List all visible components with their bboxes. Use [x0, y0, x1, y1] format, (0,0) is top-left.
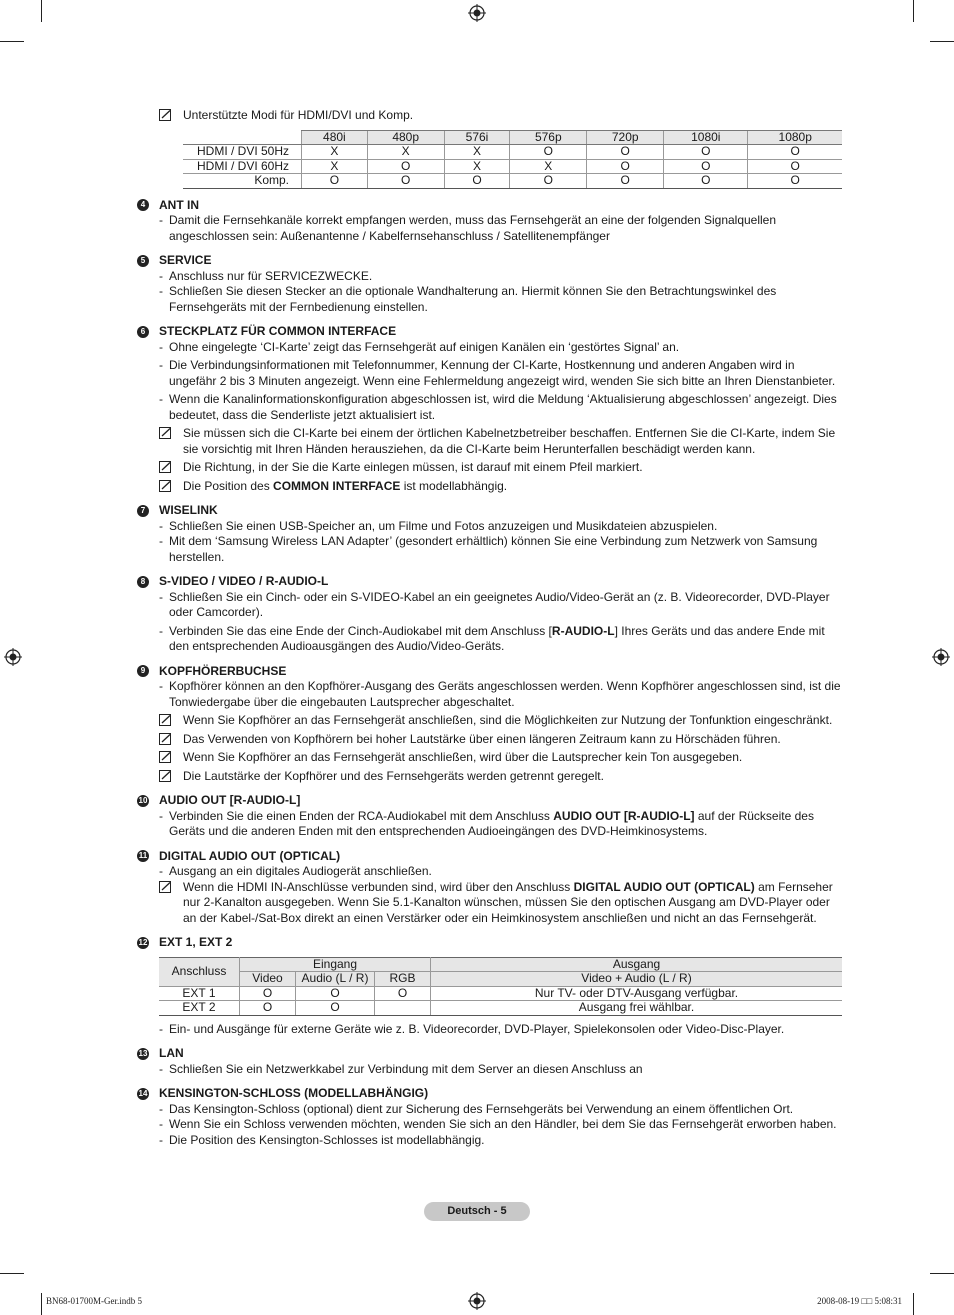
item-text	[169, 340, 679, 356]
modes-table-header	[183, 130, 842, 145]
dash-item: - Verbinden Sie die einen Enden der RCA-Audiokabel mit dem Anschluss AUDIO OUT [R-AUDIO-L] auf der Rückseite des Geräts und die anderen Enden mit den entsprechenden Audioeingängen des DVD-Heimkinosystems.	[159, 809, 842, 840]
table-cell: O	[367, 159, 444, 174]
ext-header-anschluss: Anschluss	[159, 957, 240, 986]
section-title: WISELINK	[159, 503, 218, 517]
table-cell: O	[748, 174, 842, 189]
table-row	[183, 145, 842, 160]
note-icon	[159, 427, 173, 440]
section	[137, 664, 842, 785]
section-heading	[137, 574, 842, 590]
dash-item: - Schließen Sie diesen Stecker an die optionale Wandhalterung an. Hiermit können Sie den Betrachtungswinkel des Fernsehgeräts mit der Fernbedienung einstellen.	[159, 284, 842, 315]
table-row	[159, 1001, 842, 1016]
text-run: Anschluss nur für SERVICEZWECKE.	[169, 268, 373, 283]
text-run: Wenn die Kanalinformationskonfiguration abgeschlossen ist, wird die Meldung ‘Aktualisierung abgeschlossen’ angezeigt. Dies bedeutet, dass die Senderliste jetzt aktualisiert ist.	[169, 392, 837, 422]
text-run: Die Richtung, in der Sie die Karte einlegen müssen, ist darauf mit einem Pfeil markiert.	[183, 460, 643, 474]
section-number: 5	[137, 255, 149, 267]
section-number: 4	[137, 199, 149, 211]
section	[137, 324, 842, 494]
dash-item: - Schließen Sie einen USB-Speicher an, um Filme und Fotos anzuzeigen und Musikdateien abzuspielen.	[159, 518, 718, 533]
table-cell: X	[367, 145, 444, 160]
text-run: Schließen Sie ein Cinch- oder ein S-VIDEO-Kabel an ein geeignetes Audio/Video-Gerät an (z. B. Videorecorder, DVD-Player oder Camcorder).	[169, 589, 830, 619]
table-cell: O	[587, 159, 664, 174]
section-heading	[137, 253, 842, 269]
text-run: Schließen Sie diesen Stecker an die optionale Wandhalterung an. Hiermit können Sie den Betrachtungswinkel des Fernsehgeräts mit der Fernbedienung einstellen.	[169, 284, 777, 314]
text-run: Sie müssen sich die CI-Karte bei einem der örtlichen Kabelnetzbetreiber beschaffen. Entfernen Sie die CI-Karte, indem Sie sie vorsichtig mit Ihren Händen herausziehen, da die CI-Karte beim Herunterfallen beschädigt werden kann.	[183, 426, 836, 456]
imprint-left: BN68-01700M-Ger.indb 5	[46, 1296, 142, 1306]
dash-item: - Ohne eingelegte ‘CI-Karte’ zeigt das Fernsehgerät auf einigen Kanälen ein ‘gestörtes Signal’ an.	[159, 339, 680, 354]
section-heading	[137, 324, 842, 340]
section-title: SERVICE	[159, 253, 212, 267]
crop-mark	[930, 1273, 954, 1274]
text-run: Das Kensington-Schloss (optional) dient zur Sicherung des Fernsehgeräts bei Verwendung an einem öffentlichen Ort.	[169, 1101, 794, 1116]
output-cell: Ausgang frei wählbar.	[431, 1001, 843, 1016]
item-text	[169, 809, 842, 840]
text-run: Die Position des	[183, 478, 274, 493]
section-title: DIGITAL AUDIO OUT (OPTICAL)	[159, 848, 341, 863]
note-icon	[159, 733, 173, 746]
modes-header-cell: 480i	[302, 130, 368, 145]
dash-item: - Schließen Sie ein Cinch- oder ein S-VIDEO-Kabel an ein geeignetes Audio/Video-Gerät an (z. B. Videorecorder, DVD-Player oder Camcorder).	[159, 590, 842, 621]
text-run: Schließen Sie ein Netzwerkkabel zur Verbindung mit dem Server an diesen Anschluss an	[169, 1061, 643, 1076]
dash-item: - Schließen Sie ein Netzwerkkabel zur Verbindung mit dem Server an diesen Anschluss an	[159, 1061, 643, 1076]
table-cell: O	[240, 1001, 296, 1016]
section-number: 7	[137, 505, 149, 517]
note-item	[159, 880, 842, 927]
section-heading	[137, 198, 842, 214]
sections	[137, 198, 842, 927]
item-text	[169, 1133, 485, 1149]
registration-mark-icon	[932, 648, 950, 666]
section	[137, 1086, 842, 1148]
table-row	[183, 159, 842, 174]
dash-item: - Verbinden Sie das eine Ende der Cinch-Audiokabel mit dem Anschluss [R-AUDIO-L] Ihres Geräts und das andere Ende mit den entsprechenden Audioausgängen des Audio/Video-Geräts.	[159, 624, 842, 655]
section-heading	[137, 664, 842, 680]
crop-mark	[0, 1273, 24, 1274]
item-text	[183, 479, 507, 495]
item-text	[169, 213, 842, 244]
section-title: LAN	[159, 1046, 184, 1060]
item-text	[169, 624, 842, 655]
item-text	[169, 392, 842, 423]
section-heading	[137, 1086, 842, 1102]
crop-mark	[41, 1293, 42, 1315]
text-run: Damit die Fernsehkanäle korrekt empfangen werden, muss das Fernsehgerät an eine der folgenden Signalquellen angeschlossen sein: Außenantenne / Kabelfernsehanschluss / Satellitenempfänger	[169, 213, 777, 243]
note-item	[159, 479, 842, 495]
section-heading	[137, 935, 842, 951]
item-text	[169, 519, 717, 535]
text-run: Verbinden Sie das eine Ende der Cinch-Audiokabel mit dem Anschluss [	[169, 623, 552, 638]
ext-table-body	[159, 986, 842, 1015]
note-item	[159, 750, 842, 766]
table-cell: X	[510, 159, 587, 174]
table-cell: O	[587, 174, 664, 189]
text-run: Wenn Sie Kopfhörer an das Fernsehgerät anschließen, wird über die Lautsprecher kein Ton ausgegeben.	[183, 750, 743, 764]
table-row	[159, 986, 842, 1001]
ext-table	[159, 957, 842, 1016]
section	[137, 198, 842, 245]
table-cell: O	[510, 145, 587, 160]
item-text	[169, 1117, 837, 1133]
section	[137, 253, 842, 315]
note-item	[159, 460, 842, 476]
text-run: Wenn Sie Kopfhörer an das Fernsehgerät anschließen, sind die Möglichkeiten zur Nutzung der Tonfunktion eingeschränkt.	[183, 713, 833, 727]
section-title: KENSINGTON-SCHLOSS (MODELLABHÄNGIG)	[159, 1086, 429, 1100]
modes-table	[183, 130, 842, 189]
note-item	[159, 713, 842, 729]
dash-item: - Die Verbindungsinformationen mit Telefonnummer, Kennung der CI-Karte, Hostkennung und anderen Angaben wird in ungefähr 2 bis 3 Minuten angezeigt. Wenn eine Fehlermeldung angezeigt wird, wenden Sie sich bitte an Ihren Dienstanbieter.	[159, 358, 842, 389]
imprint-right: 2008-08-19 □□ 5:08:31	[817, 1296, 902, 1306]
table-cell: O	[375, 986, 431, 1001]
item-text	[183, 769, 604, 785]
item-text	[183, 732, 781, 748]
table-cell: O	[748, 159, 842, 174]
note-item	[159, 426, 842, 457]
page-footer: Deutsch - 5	[424, 1202, 530, 1221]
text-run: ist modellabhängig.	[400, 478, 508, 493]
section-title: AUDIO OUT [R-AUDIO-L]	[159, 793, 301, 807]
modes-header-cell: 1080i	[664, 130, 748, 145]
row-label: Komp.	[183, 174, 302, 189]
section-number: 13	[138, 1048, 148, 1058]
ext-sub-rgb: RGB	[375, 972, 431, 987]
dash-item: - Damit die Fernsehkanäle korrekt empfangen werden, muss das Fernsehgerät an eine der folgenden Signalquellen angeschlossen sein: Außenantenne / Kabelfernsehanschluss / Satellitenempfänger	[159, 213, 842, 244]
table-row	[183, 174, 842, 189]
item-text	[183, 750, 742, 766]
page-content	[137, 108, 842, 1148]
ext-sub-audio: Audio (L / R)	[296, 972, 375, 987]
table-cell: O	[587, 145, 664, 160]
section-title: KOPFHÖRERBUCHSE	[159, 663, 287, 678]
row-label: EXT 1	[159, 986, 240, 1001]
bold-term: R-AUDIO-L	[551, 623, 615, 638]
dash-item: - Mit dem ‘Samsung Wireless LAN Adapter’ (gesondert erhältlich) können Sie eine Verbindung zum Netzwerk von Samsung herstellen.	[159, 534, 842, 565]
dash-item: - Ein- und Ausgänge für externe Geräte wie z. B. Videorecorder, DVD-Player, Spielekonsolen oder Video-Disc-Player.	[159, 1021, 785, 1036]
crop-mark	[0, 41, 24, 42]
section-title: EXT 1, EXT 2	[159, 935, 233, 949]
section	[137, 849, 842, 927]
modes-note	[159, 108, 842, 124]
section	[137, 793, 842, 840]
item-text	[169, 534, 842, 565]
section-title: STECKPLATZ FÜR COMMON INTERFACE	[159, 324, 397, 338]
text-run: Kopfhörer können an den Kopfhörer-Ausgang des Geräts angeschlossen werden. Wenn Kopfhörer angeschlossen sind, ist die Tonwiedergabe über die eingebauten Lautsprecher abgeschaltet.	[169, 679, 841, 709]
note-icon	[159, 109, 173, 122]
item-text	[183, 880, 842, 927]
bold-term: AUDIO OUT [R-AUDIO-L]	[553, 808, 695, 823]
note-item	[159, 769, 842, 785]
text-run: Ohne eingelegte ‘CI-Karte’ zeigt das Fernsehgerät auf einigen Kanälen ein ‘gestörtes Signal’ an.	[169, 339, 680, 354]
ext-table-header	[159, 957, 842, 972]
item-text	[169, 590, 842, 621]
section-title: S-VIDEO / VIDEO / R-AUDIO-L	[159, 574, 329, 588]
crop-mark	[913, 0, 914, 22]
dash-item: - Wenn die Kanalinformationskonfiguration abgeschlossen ist, wird die Meldung ‘Aktualisierung abgeschlossen’ angezeigt. Dies bedeutet, dass die Senderliste jetzt aktualisiert ist.	[159, 392, 842, 423]
row-label: HDMI / DVI 50Hz	[183, 145, 302, 160]
modes-table-body	[183, 145, 842, 189]
item-text	[169, 1062, 643, 1078]
table-cell: O	[664, 174, 748, 189]
table-cell: O	[510, 174, 587, 189]
text-run: Mit dem ‘Samsung Wireless LAN Adapter’ (gesondert erhältlich) können Sie eine Verbindung zum Netzwerk von Samsung herstellen.	[169, 534, 818, 564]
text-run: Verbinden Sie die einen Enden der RCA-Audiokabel mit dem Anschluss	[169, 808, 554, 823]
text-run: Wenn Sie ein Schloss verwenden möchten, wenden Sie sich an den Händler, bei dem Sie das Fernsehgerät erworben haben.	[169, 1117, 837, 1131]
modes-note-text: Unterstützte Modi für HDMI/DVI und Komp.	[183, 108, 414, 122]
bold-term: DIGITAL AUDIO OUT (OPTICAL)	[573, 879, 755, 894]
dash-item: - Wenn Sie ein Schloss verwenden möchten, wenden Sie sich an den Händler, bei dem Sie das Fernsehgerät erworben haben.	[159, 1117, 837, 1131]
table-cell	[375, 1001, 431, 1016]
section-number: 10	[138, 795, 148, 805]
modes-header-cell: 480p	[367, 130, 444, 145]
table-cell: X	[444, 145, 510, 160]
item-text	[169, 358, 842, 389]
text-run: Die Lautstärke der Kopfhörer und des Fernsehgeräts werden getrennt geregelt.	[183, 768, 604, 783]
table-cell: X	[444, 159, 510, 174]
registration-mark-icon	[4, 648, 22, 666]
text-run: am Fernseher nur 2-Kanalton ausgegeben. Wenn Sie 5.1-Kanalton wünschen, müssen Sie den optischen Ausgang am DVD-Player oder an der Kabel-/Sat-Box direkt an einen Verstärker oder ein Heimkinosystem anschließen und nicht an das Fernsehgerät.	[183, 879, 833, 925]
dash-item: - Das Kensington-Schloss (optional) dient zur Sicherung des Fernsehgeräts bei Verwendung an einem öffentlichen Ort.	[159, 1101, 794, 1116]
section-heading	[137, 503, 842, 519]
section-number: 8	[137, 576, 149, 588]
item-text	[169, 864, 432, 880]
modes-header-cell: 1080p	[748, 130, 842, 145]
section-heading	[137, 793, 842, 809]
bold-term: COMMON INTERFACE	[273, 478, 401, 493]
table-cell: O	[302, 174, 368, 189]
item-text	[183, 460, 643, 476]
note-icon	[159, 461, 173, 474]
note-icon	[159, 714, 173, 727]
section-title: ANT IN	[159, 197, 199, 212]
dash-item: - Ausgang an ein digitales Audiogerät anschließen.	[159, 864, 432, 878]
section-number: 12	[138, 937, 148, 947]
registration-mark-icon	[468, 4, 486, 22]
note-icon	[159, 751, 173, 764]
output-cell: Nur TV- oder DTV-Ausgang verfügbar.	[431, 986, 843, 1001]
ext-header-ausgang: Ausgang	[431, 957, 843, 972]
table-cell: O	[664, 159, 748, 174]
section	[137, 574, 842, 655]
dash-item: - Anschluss nur für SERVICEZWECKE.	[159, 268, 373, 283]
ext-sub-video: Video	[240, 972, 296, 987]
section	[137, 1046, 842, 1077]
section-number: 9	[137, 665, 149, 677]
crop-mark	[930, 41, 954, 42]
note-item	[159, 732, 842, 748]
note-icon	[159, 480, 173, 493]
registration-mark-icon	[468, 1292, 486, 1310]
dash-item: - Die Position des Kensington-Schlosses ist modellabhängig.	[159, 1132, 485, 1147]
dash-item: - Kopfhörer können an den Kopfhörer-Ausgang des Geräts angeschlossen werden. Wenn Kopfhörer angeschlossen sind, ist die Tonwiedergabe über die eingebauten Lautsprecher abgeschaltet.	[159, 679, 841, 709]
table-cell: O	[444, 174, 510, 189]
row-label: EXT 2	[159, 1001, 240, 1016]
ext-after-text: Ein- und Ausgänge für externe Geräte wie z. B. Videorecorder, DVD-Player, Spielekonsolen oder Video-Disc-Player.	[169, 1021, 785, 1036]
text-run: auf der Rückseite des Geräts und die anderen Enden mit den entsprechenden Audioeingängen des DVD-Heimkinosystems.	[169, 808, 814, 838]
table-cell: O	[748, 145, 842, 160]
text-run: Schließen Sie einen USB-Speicher an, um Filme und Fotos anzuzeigen und Musikdateien abzuspielen.	[169, 518, 718, 533]
section-heading	[137, 1046, 842, 1062]
note-icon	[159, 770, 173, 783]
item-text	[169, 679, 842, 710]
modes-header-cell: 576p	[510, 130, 587, 145]
text-run: Die Verbindungsinformationen mit Telefonnummer, Kennung der CI-Karte, Hostkennung und anderen Angaben wird in ungefähr 2 bis 3 Minuten angezeigt. Wenn eine Fehlermeldung angezeigt wird, wenden Sie sich bitte an Ihren Dienstanbieter.	[169, 358, 836, 388]
table-cell: X	[302, 145, 368, 160]
modes-header-cell: 576i	[444, 130, 510, 145]
text-run: ] Ihres Geräts und das andere Ende mit den entsprechenden Audioausgängen des Audio/Video-Geräts.	[169, 623, 825, 653]
crop-mark	[913, 1293, 914, 1315]
sections-end	[137, 1046, 842, 1148]
table-cell: O	[296, 986, 375, 1001]
text-run: Ausgang an ein digitales Audiogerät anschließen.	[169, 864, 432, 878]
section	[137, 503, 842, 565]
text-run: Das Verwenden von Kopfhörern bei hoher Lautstärke über einen längeren Zeitraum kann zu Hörschäden führen.	[183, 731, 781, 746]
item-text	[169, 284, 842, 315]
ext-sub-ausgang: Video + Audio (L / R)	[431, 972, 843, 987]
text-run: Die Position des Kensington-Schlosses ist modellabhängig.	[169, 1132, 485, 1147]
item-text	[183, 426, 842, 457]
table-cell: O	[296, 1001, 375, 1016]
section-number: 14	[138, 1088, 148, 1098]
ext-table-subheader	[159, 972, 842, 987]
section-number: 6	[137, 326, 149, 338]
text-run: Wenn die HDMI IN-Anschlüsse verbunden sind, wird über den Anschluss	[183, 879, 574, 894]
table-cell: X	[302, 159, 368, 174]
table-cell: O	[664, 145, 748, 160]
ext-header-eingang: Eingang	[240, 957, 431, 972]
table-cell: O	[367, 174, 444, 189]
modes-header-cell: 720p	[587, 130, 664, 145]
note-icon	[159, 881, 173, 894]
crop-mark	[41, 0, 42, 22]
section-heading	[137, 849, 842, 865]
item-text	[169, 269, 372, 285]
item-text	[169, 1102, 793, 1118]
section-number: 11	[138, 851, 148, 861]
table-cell: O	[240, 986, 296, 1001]
item-text	[183, 713, 832, 729]
ext-section	[137, 935, 842, 1037]
row-label: HDMI / DVI 60Hz	[183, 159, 302, 174]
